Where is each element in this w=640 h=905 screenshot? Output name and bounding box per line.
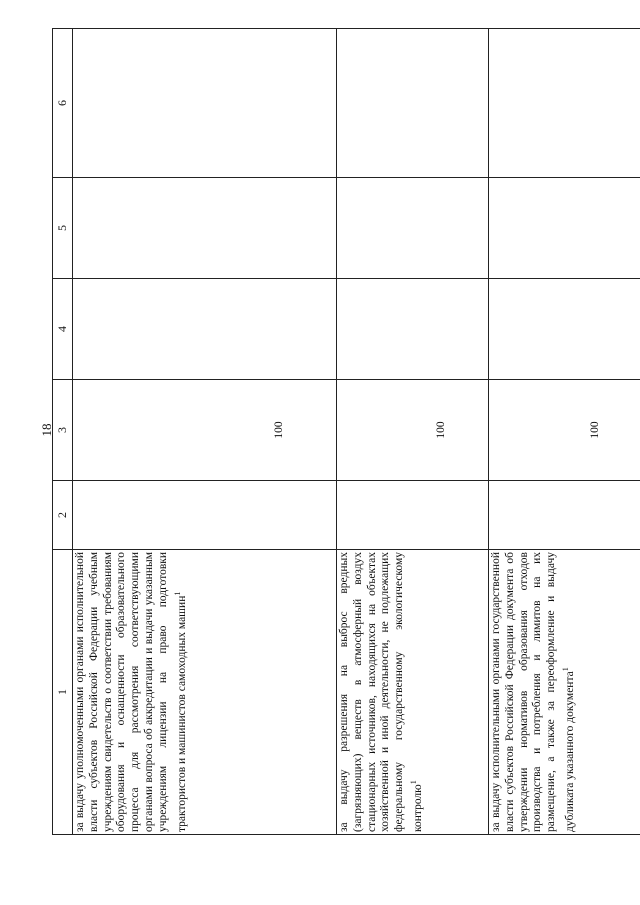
table-header-row — [53, 29, 73, 835]
column-header-1: 1 — [53, 550, 73, 835]
footnote-marker: 1 — [408, 780, 418, 785]
table-row — [489, 29, 640, 835]
cell-col6 — [73, 29, 337, 178]
fee-value: 100 — [589, 421, 601, 439]
cell-col4 — [73, 279, 337, 380]
description-text: за выдачу уполномоченными органами исполнительной власти субъектов Российской Федерации учебным учреждениям свидетельств о соответствии требованиям оборудования и оснащенности образовательного процесса для рассмотрения соответствующими органами вопроса об аккредитации и выдачи указанным учреждениям лицензии на право подготовки трактористов и машинистов самоходных машин — [74, 552, 188, 832]
fee-value: 100 — [273, 421, 285, 439]
footnote-marker: 1 — [172, 591, 182, 596]
cell-col2 — [337, 481, 489, 550]
row-description — [489, 550, 640, 835]
fee-table — [52, 28, 640, 835]
cell-col5 — [73, 178, 337, 279]
cell-col5 — [489, 178, 640, 279]
column-header-2: 2 — [53, 481, 73, 550]
table-row — [337, 29, 489, 835]
cell-col2 — [489, 481, 640, 550]
column-header-4: 4 — [53, 279, 73, 380]
cell-col3 — [73, 380, 337, 481]
cell-col4 — [337, 279, 489, 380]
description-text: за выдачу исполнительными органами государственной власти субъектов Российской Федерации документа об утверждении нормативов образования отходов производства и потребления и лимитов на их размещение, а также за переоформление и выдачу дубликата указанного документа — [490, 552, 576, 832]
cell-col4 — [489, 279, 640, 380]
cell-col6 — [337, 29, 489, 178]
column-header-3: 3 — [53, 380, 73, 481]
footnote-marker: 1 — [560, 667, 570, 672]
row-description — [337, 550, 489, 835]
table-row — [73, 29, 337, 835]
column-header-6: 6 — [53, 29, 73, 178]
fee-value: 100 — [435, 421, 447, 439]
cell-col5 — [337, 178, 489, 279]
cell-col6 — [489, 29, 640, 178]
cell-col3 — [337, 380, 489, 481]
description-text: за выдачу разрешения на выброс вредных (загрязняющих) веществ в атмосферный воздух стационарных источников, находящихся на объектах хозяйственной и иной деятельности, не подлежащих федеральному государственному экологическому контролю — [338, 552, 424, 832]
column-header-5: 5 — [53, 178, 73, 279]
cell-col2 — [73, 481, 337, 550]
row-description — [73, 550, 337, 835]
cell-col3 — [489, 380, 640, 481]
page-number: 18 — [39, 423, 54, 437]
fee-table-page — [52, 35, 612, 835]
